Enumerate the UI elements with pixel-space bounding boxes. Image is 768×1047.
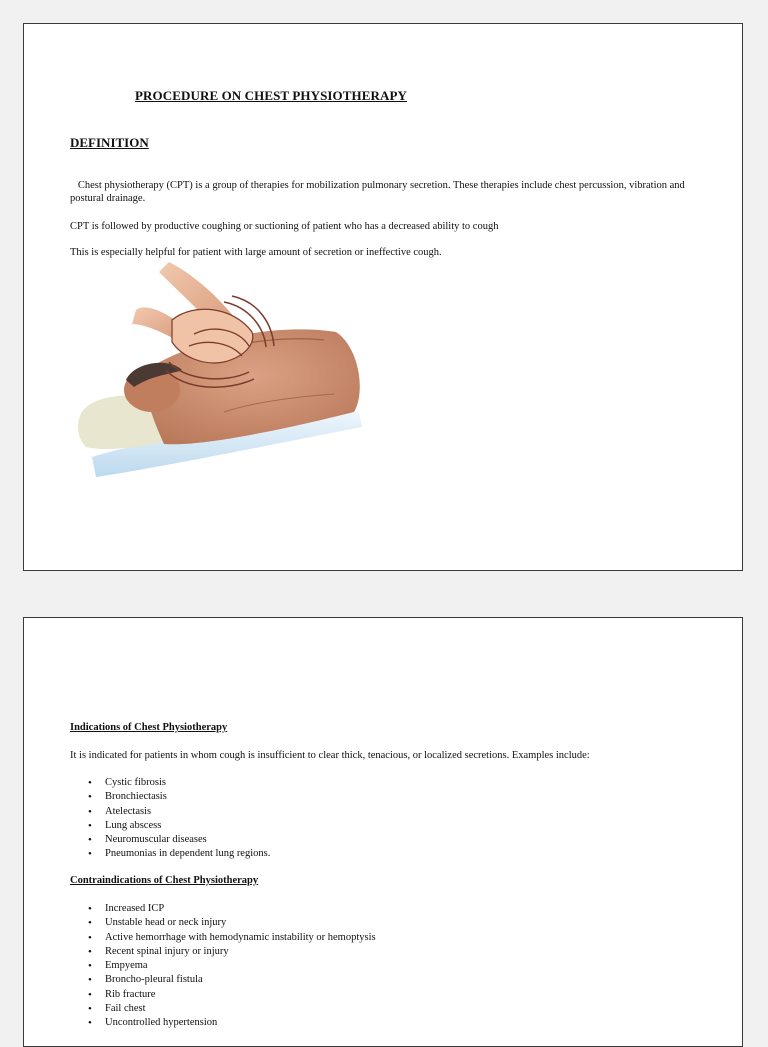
list-item: • Increased ICP (105, 902, 376, 916)
list-item: • Bronchiectasis (105, 790, 270, 804)
contraindications-heading: Contraindications of Chest Physiotherapy (70, 875, 259, 886)
document-page-1 (23, 23, 743, 571)
definition-heading: DEFINITION (70, 135, 149, 150)
list-item: • Fail chest (105, 1002, 376, 1016)
document-page-2 (23, 617, 743, 1047)
list-item: • Empyema (105, 959, 376, 973)
indications-list (70, 776, 270, 862)
list-item: • Neuromuscular diseases (105, 833, 270, 847)
list-item: • Pneumonias in dependent lung regions. (105, 847, 270, 861)
list-item: • Recent spinal injury or injury (105, 945, 376, 959)
chest-percussion-illustration (74, 262, 364, 482)
list-item: • Rib fracture (105, 988, 376, 1002)
list-item: • Cystic fibrosis (105, 776, 270, 790)
list-item: • Unstable head or neck injury (105, 916, 376, 930)
indications-intro: It is indicated for patients in whom cough is insufficient to clear thick, tenacious, or localized secretions. Examples include: (70, 750, 590, 761)
definition-paragraph: Chest physiotherapy (CPT) is a group of therapies for mobilization pulmonary secretion. These therapies include chest percussion, vibration and postural drainage. (70, 180, 688, 204)
list-item: • Broncho-pleural fistula (105, 973, 376, 987)
contraindications-list (70, 902, 376, 1031)
helpful-paragraph: This is especially helpful for patient with large amount of secretion or ineffective cough. (70, 247, 442, 258)
document-title: PROCEDURE ON CHEST PHYSIOTHERAPY (135, 88, 408, 103)
list-item: • Lung abscess (105, 819, 270, 833)
list-item: • Atelectasis (105, 805, 270, 819)
indications-heading: Indications of Chest Physiotherapy (70, 722, 228, 733)
list-item: • Uncontrolled hypertension (105, 1016, 376, 1030)
list-item: • Active hemorrhage with hemodynamic instability or hemoptysis (105, 931, 376, 945)
cpt-followed-paragraph: CPT is followed by productive coughing or suctioning of patient who has a decreased ability to cough (70, 221, 499, 232)
